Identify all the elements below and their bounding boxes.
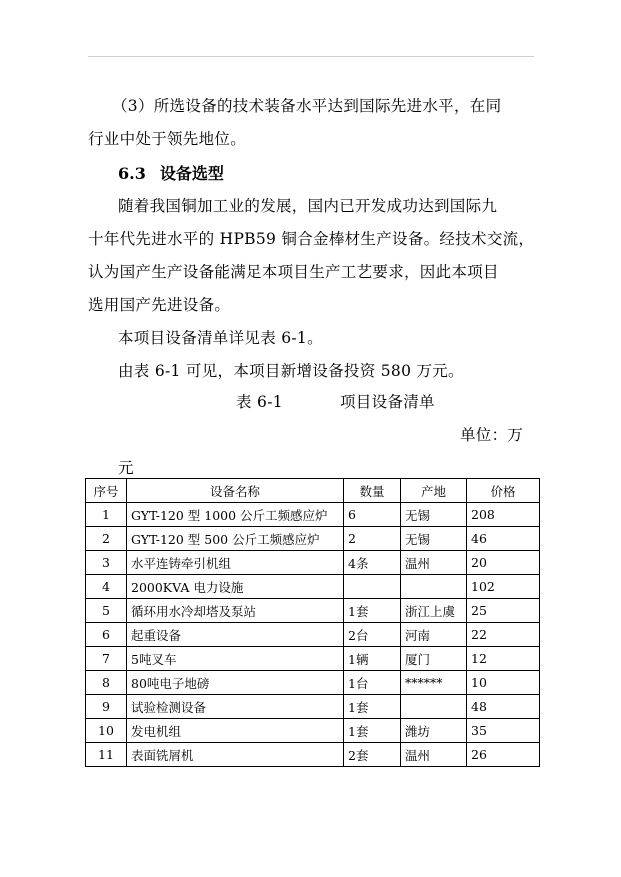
unit-note-part2: 元 bbox=[118, 459, 134, 477]
cell-name: 发电机组 bbox=[127, 719, 344, 743]
table-row bbox=[86, 671, 540, 695]
section-number: 6.3 bbox=[118, 164, 146, 183]
cell-price: 48 bbox=[467, 695, 540, 719]
cell-name: 5吨叉车 bbox=[127, 647, 344, 671]
cell-name: 起重设备 bbox=[127, 623, 344, 647]
cell-origin: 河南 bbox=[401, 623, 467, 647]
cell-quantity: 1辆 bbox=[344, 647, 401, 671]
cell-quantity: 1套 bbox=[344, 599, 401, 623]
header-name: 设备名称 bbox=[127, 479, 344, 503]
cell-origin bbox=[401, 575, 467, 599]
cell-name: GYT-120 型 1000 公斤工频感应炉 bbox=[127, 503, 344, 527]
section-title: 设备选型 bbox=[159, 164, 224, 183]
cell-index: 10 bbox=[86, 719, 127, 743]
cell-index: 7 bbox=[86, 647, 127, 671]
cell-quantity: 2 bbox=[344, 527, 401, 551]
cell-origin: 温州 bbox=[401, 551, 467, 575]
header-quantity: 数量 bbox=[344, 479, 401, 503]
cell-price: 35 bbox=[467, 719, 540, 743]
cell-index: 1 bbox=[86, 503, 127, 527]
cell-origin: 潍坊 bbox=[401, 719, 467, 743]
header-price: 价格 bbox=[467, 479, 540, 503]
equipment-table bbox=[85, 478, 540, 767]
cell-price: 102 bbox=[467, 575, 540, 599]
cell-price: 25 bbox=[467, 599, 540, 623]
cell-price: 20 bbox=[467, 551, 540, 575]
cell-origin bbox=[401, 695, 467, 719]
table-row bbox=[86, 527, 540, 551]
cell-quantity bbox=[344, 575, 401, 599]
table-row bbox=[86, 503, 540, 527]
investment-note: 由表 6-1 可见，本项目新增设备投资 580 万元。 bbox=[118, 362, 464, 380]
cell-quantity: 1台 bbox=[344, 671, 401, 695]
list-reference: 本项目设备清单详见表 6-1。 bbox=[118, 329, 323, 347]
item3-line1: （3）所选设备的技术装备水平达到国际先进水平，在同 bbox=[112, 97, 502, 115]
cell-origin: ****** bbox=[401, 671, 467, 695]
cell-name: GYT-120 型 500 公斤工频感应炉 bbox=[127, 527, 344, 551]
table-caption-number: 表 6-1 bbox=[236, 393, 283, 411]
cell-name: 试验检测设备 bbox=[127, 695, 344, 719]
cell-quantity: 1套 bbox=[344, 695, 401, 719]
cell-quantity: 1套 bbox=[344, 719, 401, 743]
header-origin: 产地 bbox=[401, 479, 467, 503]
cell-name: 2000KVA 电力设施 bbox=[127, 575, 344, 599]
unit-note-part1: 单位：万 bbox=[460, 426, 524, 444]
cell-name: 水平连铸牵引机组 bbox=[127, 551, 344, 575]
cell-origin: 浙江上虞 bbox=[401, 599, 467, 623]
table-row bbox=[86, 575, 540, 599]
cell-price: 22 bbox=[467, 623, 540, 647]
cell-price: 26 bbox=[467, 743, 540, 767]
cell-index: 4 bbox=[86, 575, 127, 599]
body-line1: 随着我国铜加工业的发展，国内已开发成功达到国际九 bbox=[118, 197, 498, 215]
cell-price: 208 bbox=[467, 503, 540, 527]
cell-price: 46 bbox=[467, 527, 540, 551]
table-row bbox=[86, 599, 540, 623]
table-row bbox=[86, 743, 540, 767]
cell-origin: 厦门 bbox=[401, 647, 467, 671]
table-row bbox=[86, 647, 540, 671]
table-caption-title: 项目设备清单 bbox=[340, 393, 435, 411]
section-heading bbox=[118, 161, 224, 184]
cell-name: 循环用水冷却塔及泵站 bbox=[127, 599, 344, 623]
table-row bbox=[86, 719, 540, 743]
item3-line2: 行业中处于领先地位。 bbox=[88, 130, 247, 148]
cell-origin: 温州 bbox=[401, 743, 467, 767]
cell-origin: 无锡 bbox=[401, 503, 467, 527]
body-line2: 十年代先进水平的 HPB59 铜合金棒材生产设备。经技术交流， bbox=[88, 230, 535, 248]
cell-index: 8 bbox=[86, 671, 127, 695]
header-rule bbox=[88, 56, 534, 57]
cell-index: 9 bbox=[86, 695, 127, 719]
table-row bbox=[86, 695, 540, 719]
table-row bbox=[86, 623, 540, 647]
cell-index: 2 bbox=[86, 527, 127, 551]
body-line3: 认为国产生产设备能满足本项目生产工艺要求，因此本项目 bbox=[88, 263, 499, 281]
cell-index: 11 bbox=[86, 743, 127, 767]
table-row bbox=[86, 551, 540, 575]
cell-index: 5 bbox=[86, 599, 127, 623]
header-index: 序号 bbox=[86, 479, 127, 503]
cell-quantity: 2台 bbox=[344, 623, 401, 647]
cell-name: 表面铣屑机 bbox=[127, 743, 344, 767]
cell-quantity: 2套 bbox=[344, 743, 401, 767]
table-header-row bbox=[86, 479, 540, 503]
cell-origin: 无锡 bbox=[401, 527, 467, 551]
cell-name: 80吨电子地磅 bbox=[127, 671, 344, 695]
cell-price: 12 bbox=[467, 647, 540, 671]
body-line4: 选用国产先进设备。 bbox=[88, 296, 231, 314]
cell-price: 10 bbox=[467, 671, 540, 695]
cell-index: 3 bbox=[86, 551, 127, 575]
cell-quantity: 4条 bbox=[344, 551, 401, 575]
cell-quantity: 6 bbox=[344, 503, 401, 527]
cell-index: 6 bbox=[86, 623, 127, 647]
